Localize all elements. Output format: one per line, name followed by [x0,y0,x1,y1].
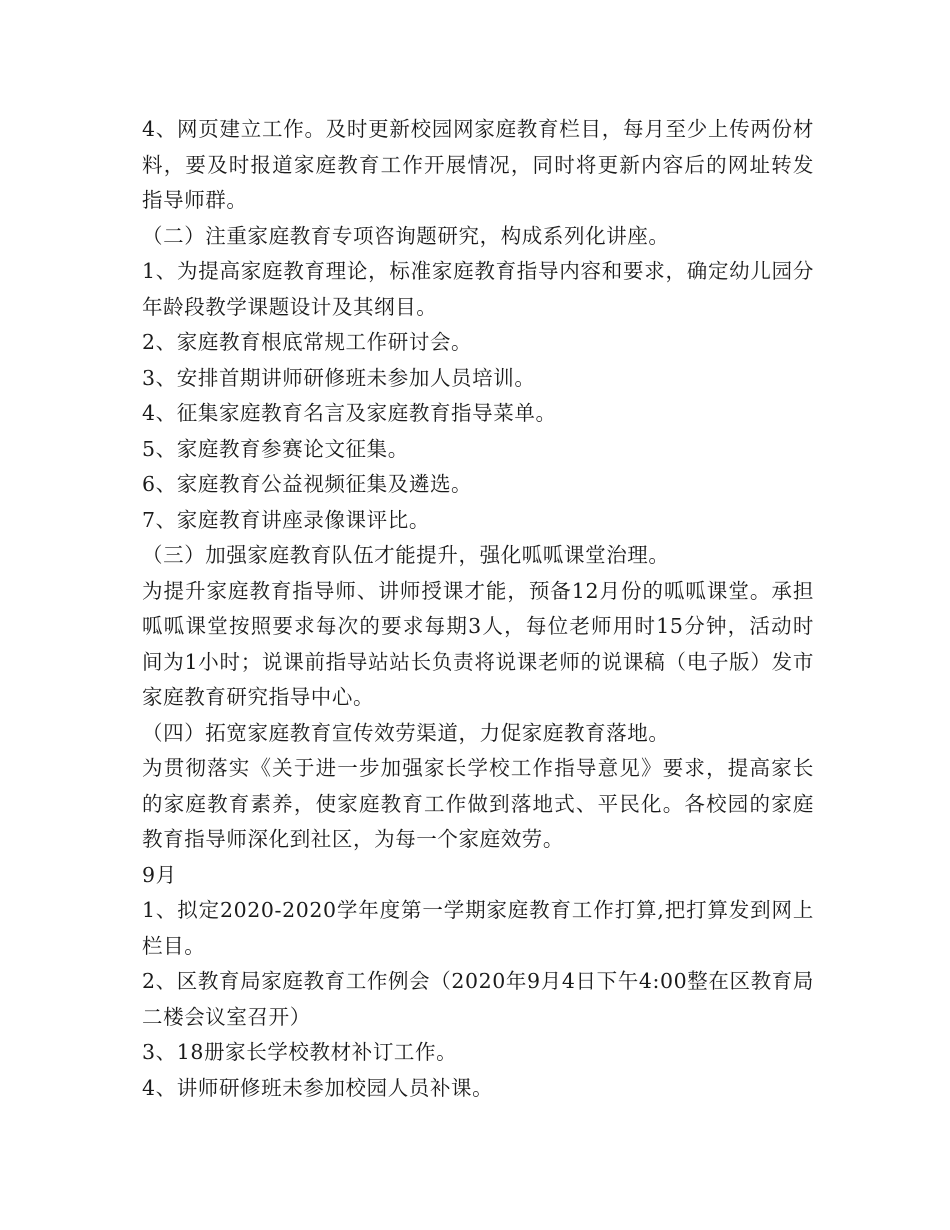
list-item: 2、家庭教育根底常规工作研讨会。 [142,330,473,354]
list-item: 3、安排首期讲师研修班未参加人员培训。 [142,365,536,390]
list-item: 2、区教育局家庭教育工作例会（2020年9月4日下午4:00整在区教育局二楼会议室召开） [142,969,814,1029]
paragraph-item-4-webpage: 4、网页建立工作。及时更新校园网家庭教育栏目，每月至少上传两份材料，要及时报道家庭教育工作开展情况，同时将更新内容后的网址转发指导师群。 [142,117,814,212]
month-heading: 9月 [142,862,177,887]
list-item: 1、拟定2020-2020学年度第一学期家庭教育工作打算,把打算发到网上栏目。 [142,898,814,958]
list-item: 4、征集家庭教育名言及家庭教育指导菜单。 [142,401,557,425]
list-item: 5、家庭教育参赛论文征集。 [142,436,409,461]
body-paragraph: 为提升家庭教育指导师、讲师授课才能，预备12月份的呱呱课堂。承担呱呱课堂按照要求每次的要求每期3人，每位老师用时15分钟，活动时间为1小时；说课前指导站站长负责将说课老师的说课稿（电子版）发市家庭教育研究指导中心。 [142,578,814,709]
body-paragraph: 为贯彻落实《关于进一步加强家长学校工作指导意见》要求，提高家长的家庭教育素养，使家庭教育工作做到落地式、平民化。各校园的家庭教育指导师深化到社区，为每一个家庭效劳。 [142,756,814,851]
section-heading-3: （三）加强家庭教育队伍才能提升，强化呱呱课堂治理。 [142,543,670,567]
list-item: 4、讲师研修班未参加校园人员补课。 [142,1075,494,1100]
section-heading-2: （二）注重家庭教育专项咨询题研究，构成系列化讲座。 [142,223,670,248]
list-item: 3、18册家长学校教材补订工作。 [142,1040,458,1064]
list-item: 7、家庭教育讲座录像课评比。 [142,507,430,532]
list-item: 1、为提高家庭教育理论，标准家庭教育指导内容和要求，确定幼儿园分年龄段教学课题设计及其纲目。 [142,259,814,319]
section-heading-4: （四）拓宽家庭教育宣传效劳渠道，力促家庭教育落地。 [142,720,670,745]
list-item: 6、家庭教育公益视频征集及遴选。 [142,472,473,496]
document-body [142,112,814,1106]
